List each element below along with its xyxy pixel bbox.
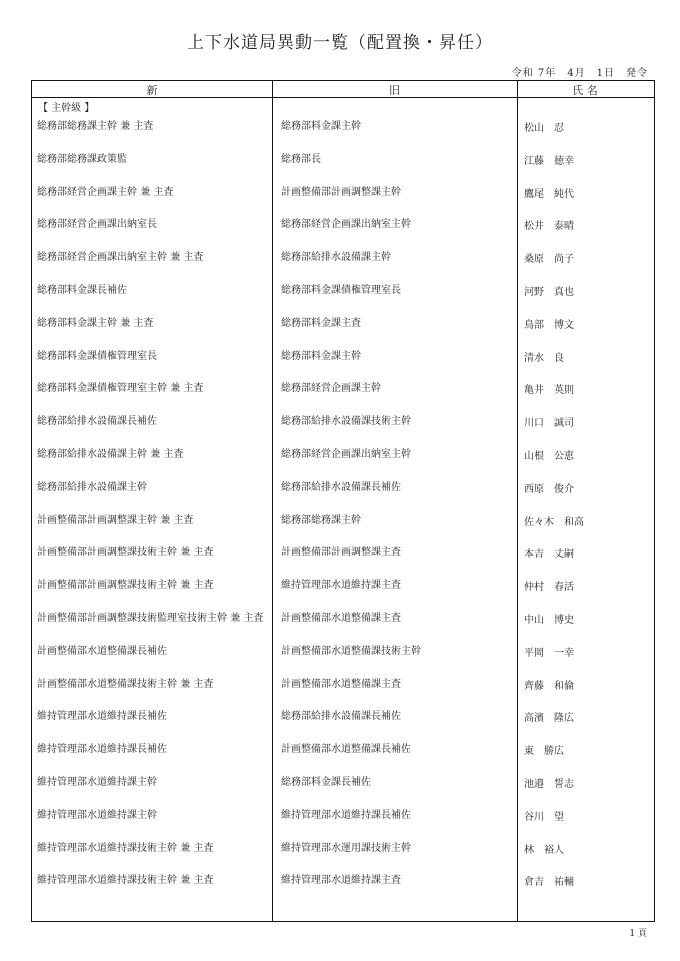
old-position: 総務部経営企画課主幹 <box>281 383 381 395</box>
new-position: 維持管理部水道維持課主幹 <box>37 777 157 788</box>
new-position: 総務部料金課主幹 兼 主査 <box>37 317 154 329</box>
new-position: 総務部経営企画課主幹 兼 主査 <box>37 186 174 198</box>
person-name: 川口 誠司 <box>524 418 574 430</box>
new-position: 総務部料金課長補佐 <box>37 285 127 296</box>
page-number: 1 頁 <box>629 929 647 939</box>
person-name: 桑原 尚子 <box>524 254 574 266</box>
table-row <box>32 187 654 217</box>
table-row <box>32 646 654 676</box>
person-name: 西原 俊介 <box>524 483 574 495</box>
old-position: 総務部料金課債権管理室長 <box>281 285 401 296</box>
personnel-table <box>31 80 655 922</box>
old-position: 総務部料金課主査 <box>281 317 361 329</box>
new-position: 維持管理部水道維持課技術主幹 兼 主査 <box>37 875 214 887</box>
old-position: 総務部経営企画課出納室主幹 <box>281 219 411 231</box>
old-position: 総務部総務課主幹 <box>281 514 361 526</box>
person-name: 松井 泰晴 <box>524 221 574 233</box>
table-row <box>32 613 654 643</box>
new-position: 計画整備部水道整備課長補佐 <box>37 645 167 657</box>
table-row <box>32 580 654 610</box>
table-row <box>32 810 654 840</box>
table-row <box>32 515 654 545</box>
table-row <box>32 416 654 446</box>
old-position: 計画整備部水道整備課長補佐 <box>281 744 411 756</box>
new-position: 総務部給排水設備課長補佐 <box>37 416 157 428</box>
new-position: 維持管理部水道維持課長補佐 <box>37 744 167 756</box>
old-position: 計画整備部計画調整課主幹 <box>281 186 401 198</box>
table-row <box>32 547 654 577</box>
person-name: 佐々木 和高 <box>524 516 584 528</box>
table-row <box>32 843 654 873</box>
old-position: 総務部料金課主幹 <box>281 350 361 362</box>
old-position: 維持管理部水運用課技術主幹 <box>281 842 411 854</box>
old-position: 総務部給排水設備課長補佐 <box>281 481 401 493</box>
new-position: 計画整備部計画調整課主幹 兼 主査 <box>37 514 194 526</box>
page-title: 上下水道局異動一覧（配置換・昇任） <box>187 33 493 53</box>
new-position: 総務部料金課債権管理室長 <box>37 350 157 362</box>
person-name: 山根 公恵 <box>524 451 574 462</box>
person-name: 林 裕人 <box>524 844 564 856</box>
table-row <box>32 449 654 479</box>
new-position: 計画整備部計画調整課技術主幹 兼 主査 <box>37 547 214 559</box>
header-name: 氏 名 <box>572 84 598 97</box>
table-row <box>32 351 654 381</box>
old-position: 総務部給排水設備課長補佐 <box>281 711 401 723</box>
person-name: 池邉 誓志 <box>524 779 574 790</box>
table-row <box>32 711 654 741</box>
table-row <box>32 285 654 315</box>
old-position: 総務部給排水設備課技術主幹 <box>281 416 411 428</box>
table-row <box>32 875 654 905</box>
issue-date: 令和 7年 4月 1日 発令 <box>511 68 648 79</box>
table-row <box>32 744 654 774</box>
person-name: 本吉 丈嗣 <box>524 549 574 561</box>
person-name: 清水 良 <box>524 352 564 364</box>
old-position: 総務部料金課長補佐 <box>281 777 371 788</box>
table-row <box>32 679 654 709</box>
table-row <box>32 219 654 249</box>
old-position: 総務部経営企画課出納室主幹 <box>281 449 411 460</box>
person-name: 亀井 英則 <box>524 385 574 397</box>
old-position: 維持管理部水道維持課長補佐 <box>281 809 411 821</box>
person-name: 鷹尾 純代 <box>524 188 574 200</box>
new-position: 総務部給排水設備課主幹 <box>37 481 147 493</box>
person-name: 高濱 隆広 <box>524 713 574 725</box>
section-label: 【 主幹級 】 <box>38 103 95 114</box>
table-row <box>32 154 654 184</box>
person-name: 松山 忍 <box>524 123 564 134</box>
old-position: 維持管理部水道維持課主査 <box>281 875 401 887</box>
table-row <box>32 777 654 807</box>
table-row <box>32 121 654 151</box>
person-name: 鳥部 博文 <box>524 319 574 331</box>
old-position: 計画整備部計画調整課主査 <box>281 547 401 559</box>
new-position: 総務部経営企画課出納室長 <box>37 219 157 231</box>
new-position: 総務部総務課主幹 兼 主査 <box>37 121 154 132</box>
header-old: 旧 <box>389 84 400 97</box>
person-name: 江藤 徳幸 <box>524 155 574 167</box>
new-position: 計画整備部計画調整課技術主幹 兼 主査 <box>37 580 214 592</box>
table-row <box>32 252 654 282</box>
old-position: 計画整備部水道整備課技術主幹 <box>281 645 421 657</box>
person-name: 谷川 望 <box>524 811 564 823</box>
new-position: 維持管理部水道維持課技術主幹 兼 主査 <box>37 842 214 854</box>
old-position: 計画整備部水道整備課主査 <box>281 613 401 624</box>
table-row <box>32 482 654 512</box>
new-position: 総務部料金課債権管理室主幹 兼 主査 <box>37 383 204 395</box>
table-row <box>32 383 654 413</box>
person-name: 倉吉 祐輔 <box>524 877 574 889</box>
person-name: 齊藤 和倫 <box>524 680 574 692</box>
new-position: 総務部経営企画課出納室主幹 兼 主査 <box>37 252 204 264</box>
old-position: 維持管理部水道維持課主査 <box>281 580 401 592</box>
new-position: 維持管理部水道維持課長補佐 <box>37 711 167 723</box>
new-position: 総務部給排水設備課主幹 兼 主査 <box>37 449 184 460</box>
person-name: 東 勝広 <box>524 746 564 758</box>
new-position: 総務部総務課政策監 <box>37 153 127 165</box>
table-row <box>32 318 654 348</box>
old-position: 総務部給排水設備課主幹 <box>281 252 391 264</box>
old-position: 計画整備部水道整備課主査 <box>281 678 401 690</box>
person-name: 平岡 一幸 <box>524 647 574 659</box>
person-name: 仲村 春活 <box>524 582 574 594</box>
new-position: 維持管理部水道維持課主幹 <box>37 809 157 821</box>
header-new: 新 <box>146 84 158 97</box>
person-name: 中山 博史 <box>524 615 574 626</box>
new-position: 計画整備部計画調整課技術監理室技術主幹 兼 主査 <box>37 613 264 624</box>
new-position: 計画整備部水道整備課技術主幹 兼 主査 <box>37 678 214 690</box>
old-position: 総務部長 <box>281 153 321 165</box>
old-position: 総務部料金課主幹 <box>281 121 361 132</box>
person-name: 河野 真也 <box>524 287 574 298</box>
